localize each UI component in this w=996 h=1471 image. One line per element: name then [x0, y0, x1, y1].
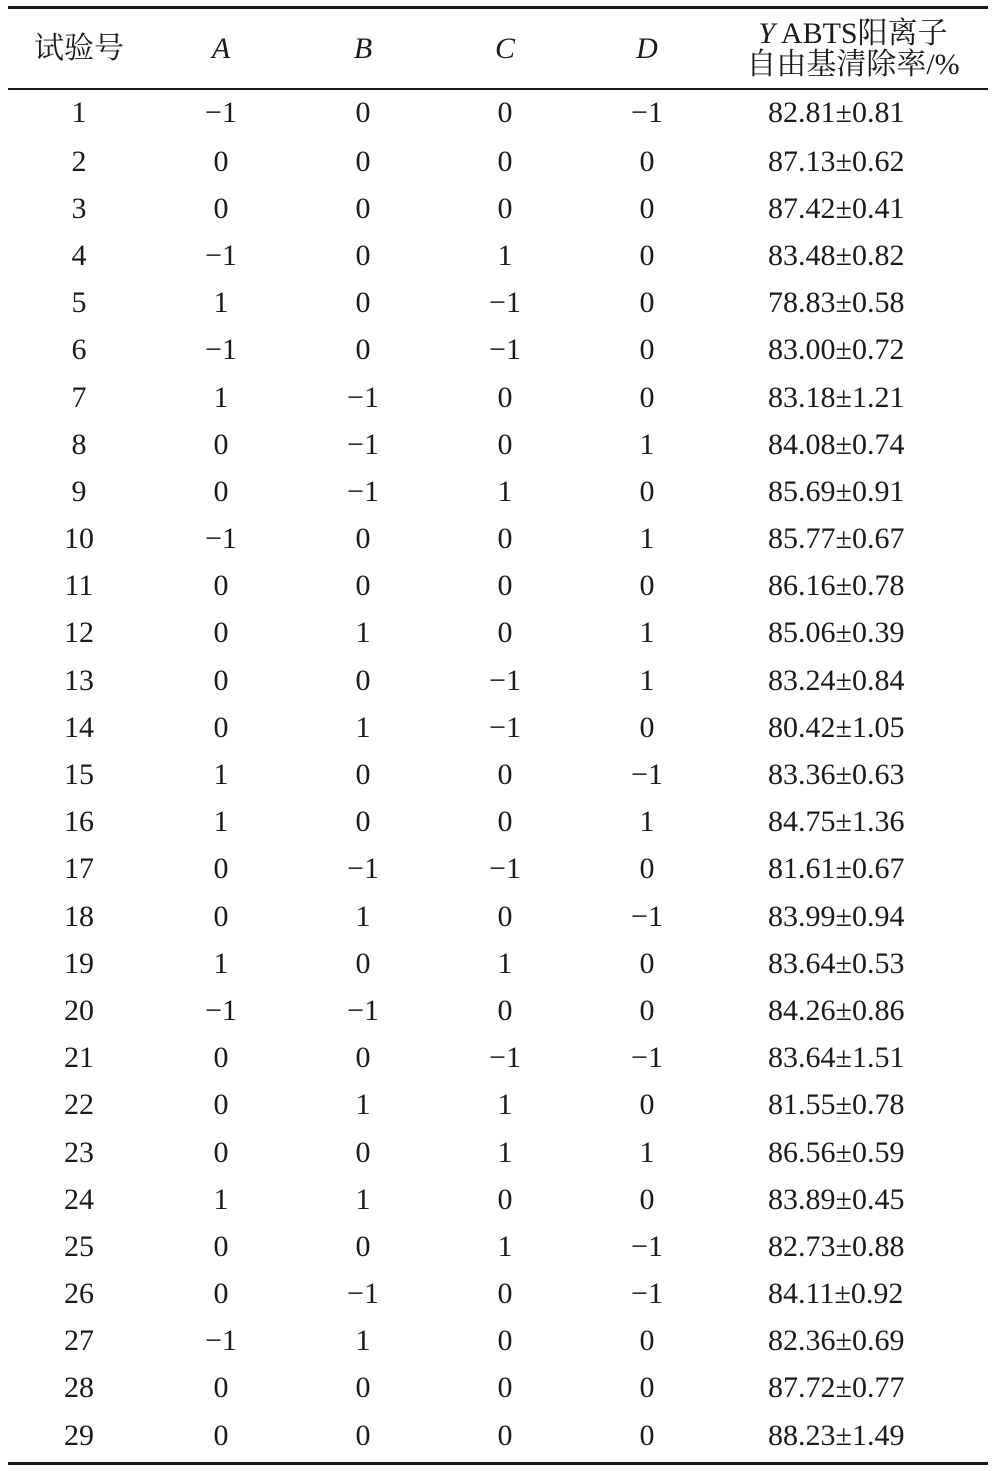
- cell-factor-b: −1: [347, 993, 379, 1027]
- cell-factor-c: 0: [497, 1324, 513, 1358]
- cell-factor-b: −1: [347, 380, 379, 414]
- cell-factor-a: −1: [205, 333, 237, 367]
- cell-trial-number: 7: [71, 380, 87, 414]
- table-row: [8, 232, 988, 279]
- cell-trial-number: 23: [64, 1135, 94, 1169]
- cell-factor-d: −1: [631, 1277, 663, 1311]
- cell-factor-c: 1: [497, 474, 513, 508]
- cell-factor-a: −1: [205, 238, 237, 272]
- cell-factor-a: 1: [213, 286, 229, 320]
- table-row: [8, 516, 988, 563]
- cell-response-y: 83.64±1.51: [768, 1041, 905, 1075]
- cell-factor-d: −1: [631, 1229, 663, 1263]
- cell-trial-number: 2: [71, 144, 87, 178]
- cell-factor-b: 0: [355, 144, 371, 178]
- cell-factor-a: 1: [213, 805, 229, 839]
- cell-factor-b: 1: [355, 1182, 371, 1216]
- table-row: [8, 374, 988, 421]
- cell-factor-c: −1: [489, 1041, 521, 1075]
- cell-factor-c: 0: [497, 993, 513, 1027]
- cell-response-y: 85.77±0.67: [768, 522, 905, 556]
- cell-factor-d: 0: [639, 191, 655, 225]
- cell-factor-b: 0: [355, 286, 371, 320]
- cell-factor-d: 1: [639, 522, 655, 556]
- cell-response-y: 81.61±0.67: [768, 852, 905, 886]
- cell-response-y: 83.48±0.82: [768, 238, 905, 272]
- cell-factor-d: −1: [631, 758, 663, 792]
- table-row: [8, 421, 988, 468]
- cell-response-y: 83.89±0.45: [768, 1182, 905, 1216]
- cell-factor-a: −1: [205, 96, 237, 129]
- cell-factor-c: 1: [497, 946, 513, 980]
- cell-trial-number: 26: [64, 1277, 94, 1311]
- cell-trial-number: 12: [64, 616, 94, 650]
- cell-factor-b: 0: [355, 191, 371, 225]
- cell-factor-d: 0: [639, 1371, 655, 1405]
- cell-factor-d: 1: [639, 616, 655, 650]
- cell-factor-c: 0: [497, 1418, 513, 1452]
- response-surface-design-table: [8, 9, 988, 1459]
- cell-trial-number: 22: [64, 1088, 94, 1122]
- cell-factor-a: 1: [213, 1182, 229, 1216]
- table-row: [8, 893, 988, 940]
- cell-response-y: 87.42±0.41: [768, 191, 905, 225]
- header-factor-a: A: [211, 32, 231, 65]
- cell-factor-a: 1: [213, 380, 229, 414]
- cell-factor-c: 0: [497, 144, 513, 178]
- cell-factor-a: 0: [213, 1371, 229, 1405]
- header-factor-b: B: [353, 32, 373, 65]
- cell-trial-number: 4: [71, 238, 87, 272]
- cell-response-y: 88.23±1.49: [768, 1418, 905, 1452]
- header-response-line2: 自由基清除率/%: [746, 47, 960, 81]
- cell-factor-d: 0: [639, 238, 655, 272]
- cell-trial-number: 18: [64, 899, 94, 933]
- cell-trial-number: 5: [71, 286, 87, 320]
- cell-factor-d: 0: [639, 144, 655, 178]
- cell-factor-a: 0: [213, 427, 229, 461]
- table-row: [8, 1082, 988, 1129]
- cell-response-y: 81.55±0.78: [768, 1088, 905, 1122]
- cell-factor-d: 1: [639, 1135, 655, 1169]
- cell-factor-c: 0: [497, 569, 513, 603]
- cell-response-y: 84.08±0.74: [768, 427, 905, 461]
- cell-factor-a: −1: [205, 1324, 237, 1358]
- cell-factor-c: −1: [489, 852, 521, 886]
- cell-trial-number: 19: [64, 946, 94, 980]
- cell-factor-b: 0: [355, 758, 371, 792]
- table-row: [8, 610, 988, 657]
- table-row: [8, 185, 988, 232]
- table-body: [8, 88, 988, 1459]
- cell-response-y: 86.16±0.78: [768, 569, 905, 603]
- cell-factor-a: 0: [213, 1088, 229, 1122]
- cell-factor-a: 0: [213, 616, 229, 650]
- header-factor-c: C: [494, 32, 515, 65]
- cell-trial-number: 28: [64, 1371, 94, 1405]
- cell-factor-a: 0: [213, 1418, 229, 1452]
- cell-factor-a: 0: [213, 1041, 229, 1075]
- cell-factor-b: 0: [355, 1371, 371, 1405]
- cell-factor-b: −1: [347, 474, 379, 508]
- cell-factor-d: 0: [639, 710, 655, 744]
- cell-response-y: 84.11±0.92: [768, 1277, 904, 1311]
- table-row: [8, 704, 988, 751]
- table-row: [8, 327, 988, 374]
- cell-factor-c: 0: [497, 522, 513, 556]
- cell-factor-c: 0: [497, 191, 513, 225]
- cell-factor-a: 0: [213, 569, 229, 603]
- cell-response-y: 83.00±0.72: [768, 333, 905, 367]
- cell-factor-c: 0: [497, 1182, 513, 1216]
- cell-factor-b: 0: [355, 1135, 371, 1169]
- cell-factor-a: 0: [213, 1229, 229, 1263]
- table-row: [8, 88, 988, 138]
- cell-factor-c: 1: [497, 1088, 513, 1122]
- cell-trial-number: 10: [64, 522, 94, 556]
- cell-factor-c: −1: [489, 663, 521, 697]
- cell-factor-c: 0: [497, 380, 513, 414]
- cell-factor-d: 0: [639, 380, 655, 414]
- cell-factor-b: 0: [355, 522, 371, 556]
- cell-trial-number: 17: [64, 852, 94, 886]
- cell-factor-b: 0: [355, 1041, 371, 1075]
- cell-factor-d: −1: [631, 1041, 663, 1075]
- cell-factor-d: 0: [639, 993, 655, 1027]
- header-response-y: [718, 9, 988, 88]
- table-row: [8, 799, 988, 846]
- table-bottom-rule: [8, 1462, 988, 1465]
- cell-factor-c: −1: [489, 710, 521, 744]
- cell-response-y: 82.36±0.69: [768, 1324, 905, 1358]
- cell-factor-b: 0: [355, 1229, 371, 1263]
- cell-factor-c: 0: [497, 96, 513, 129]
- cell-trial-number: 14: [64, 710, 94, 744]
- table-row: [8, 751, 988, 798]
- table-row: [8, 1318, 988, 1365]
- cell-factor-c: −1: [489, 286, 521, 320]
- cell-factor-c: 0: [497, 758, 513, 792]
- cell-trial-number: 24: [64, 1182, 94, 1216]
- cell-factor-b: 0: [355, 238, 371, 272]
- table-row: [8, 1412, 988, 1459]
- cell-trial-number: 13: [64, 663, 94, 697]
- cell-factor-d: 0: [639, 1182, 655, 1216]
- cell-response-y: 86.56±0.59: [768, 1135, 905, 1169]
- cell-factor-b: 0: [355, 96, 371, 129]
- cell-factor-a: 1: [213, 758, 229, 792]
- cell-factor-c: 0: [497, 805, 513, 839]
- cell-factor-b: −1: [347, 852, 379, 886]
- cell-factor-b: 0: [355, 569, 371, 603]
- cell-factor-d: 0: [639, 1418, 655, 1452]
- cell-factor-d: 0: [639, 946, 655, 980]
- table-row: [8, 940, 988, 987]
- cell-response-y: 85.69±0.91: [768, 474, 905, 508]
- header-response-name: ABTS阳离子: [775, 16, 948, 50]
- cell-factor-c: −1: [489, 333, 521, 367]
- table-row: [8, 1223, 988, 1270]
- cell-factor-d: 0: [639, 333, 655, 367]
- cell-factor-a: −1: [205, 522, 237, 556]
- table-row: [8, 1129, 988, 1176]
- cell-factor-b: 0: [355, 663, 371, 697]
- cell-trial-number: 8: [71, 427, 87, 461]
- header-trial-number: 试验号: [34, 32, 124, 65]
- cell-factor-a: 0: [213, 144, 229, 178]
- cell-factor-d: 1: [639, 663, 655, 697]
- cell-response-y: 80.42±1.05: [768, 710, 905, 744]
- table-row: [8, 1365, 988, 1412]
- cell-trial-number: 25: [64, 1229, 94, 1263]
- cell-factor-c: 1: [497, 238, 513, 272]
- cell-trial-number: 29: [64, 1418, 94, 1452]
- cell-trial-number: 1: [71, 96, 87, 129]
- cell-factor-a: 0: [213, 899, 229, 933]
- cell-response-y: 82.81±0.81: [768, 96, 905, 129]
- cell-factor-d: 0: [639, 286, 655, 320]
- table-row: [8, 280, 988, 327]
- cell-factor-a: 0: [213, 852, 229, 886]
- header-response-symbol: Y: [758, 16, 776, 50]
- table-row: [8, 846, 988, 893]
- cell-factor-b: 0: [355, 1418, 371, 1452]
- cell-factor-c: 0: [497, 427, 513, 461]
- cell-trial-number: 9: [71, 474, 87, 508]
- cell-trial-number: 3: [71, 191, 87, 225]
- cell-factor-d: 0: [639, 1088, 655, 1122]
- cell-factor-b: 1: [355, 1324, 371, 1358]
- cell-factor-a: 0: [213, 1135, 229, 1169]
- cell-response-y: 78.83±0.58: [768, 286, 905, 320]
- cell-trial-number: 11: [64, 569, 94, 603]
- cell-factor-a: 0: [213, 663, 229, 697]
- cell-factor-d: 0: [639, 569, 655, 603]
- cell-response-y: 83.99±0.94: [768, 899, 905, 933]
- table-row: [8, 1035, 988, 1082]
- cell-factor-a: 1: [213, 946, 229, 980]
- cell-factor-b: 0: [355, 805, 371, 839]
- table-row: [8, 657, 988, 704]
- cell-factor-a: 0: [213, 191, 229, 225]
- cell-response-y: 84.26±0.86: [768, 993, 905, 1027]
- table-row: [8, 987, 988, 1034]
- cell-factor-b: 0: [355, 946, 371, 980]
- cell-factor-a: 0: [213, 710, 229, 744]
- cell-factor-c: 0: [497, 1277, 513, 1311]
- cell-factor-a: 0: [213, 474, 229, 508]
- table-row: [8, 468, 988, 515]
- cell-response-y: 87.13±0.62: [768, 144, 905, 178]
- header-response-line1: [718, 18, 988, 49]
- cell-trial-number: 6: [71, 333, 87, 367]
- table-row: [8, 563, 988, 610]
- cell-trial-number: 15: [64, 758, 94, 792]
- cell-factor-b: 1: [355, 710, 371, 744]
- cell-factor-a: 0: [213, 1277, 229, 1311]
- table-row: [8, 1176, 988, 1223]
- cell-trial-number: 27: [64, 1324, 94, 1358]
- cell-response-y: 84.75±1.36: [768, 805, 905, 839]
- cell-response-y: 83.36±0.63: [768, 758, 905, 792]
- table-row: [8, 1271, 988, 1318]
- cell-factor-b: 1: [355, 616, 371, 650]
- cell-factor-b: −1: [347, 1277, 379, 1311]
- cell-trial-number: 21: [64, 1041, 94, 1075]
- cell-response-y: 83.18±1.21: [768, 380, 905, 414]
- header-factor-d: D: [636, 32, 658, 65]
- cell-factor-d: −1: [631, 96, 663, 129]
- table-row: [8, 138, 988, 185]
- cell-response-y: 82.73±0.88: [768, 1229, 905, 1263]
- cell-factor-b: 1: [355, 899, 371, 933]
- cell-factor-c: 0: [497, 1371, 513, 1405]
- cell-factor-d: 1: [639, 427, 655, 461]
- cell-factor-b: 0: [355, 333, 371, 367]
- cell-factor-c: 1: [497, 1229, 513, 1263]
- cell-factor-c: 0: [497, 616, 513, 650]
- cell-factor-c: 0: [497, 899, 513, 933]
- cell-response-y: 87.72±0.77: [768, 1371, 905, 1405]
- cell-factor-d: 0: [639, 1324, 655, 1358]
- cell-trial-number: 20: [64, 993, 94, 1027]
- cell-factor-d: 0: [639, 474, 655, 508]
- cell-response-y: 85.06±0.39: [768, 616, 905, 650]
- header-row: [8, 9, 988, 88]
- cell-factor-d: −1: [631, 899, 663, 933]
- cell-response-y: 83.64±0.53: [768, 946, 905, 980]
- cell-factor-d: 0: [639, 852, 655, 886]
- cell-trial-number: 16: [64, 805, 94, 839]
- cell-factor-c: 1: [497, 1135, 513, 1169]
- cell-factor-d: 1: [639, 805, 655, 839]
- cell-factor-a: −1: [205, 993, 237, 1027]
- cell-response-y: 83.24±0.84: [768, 663, 905, 697]
- cell-factor-b: −1: [347, 427, 379, 461]
- cell-factor-b: 1: [355, 1088, 371, 1122]
